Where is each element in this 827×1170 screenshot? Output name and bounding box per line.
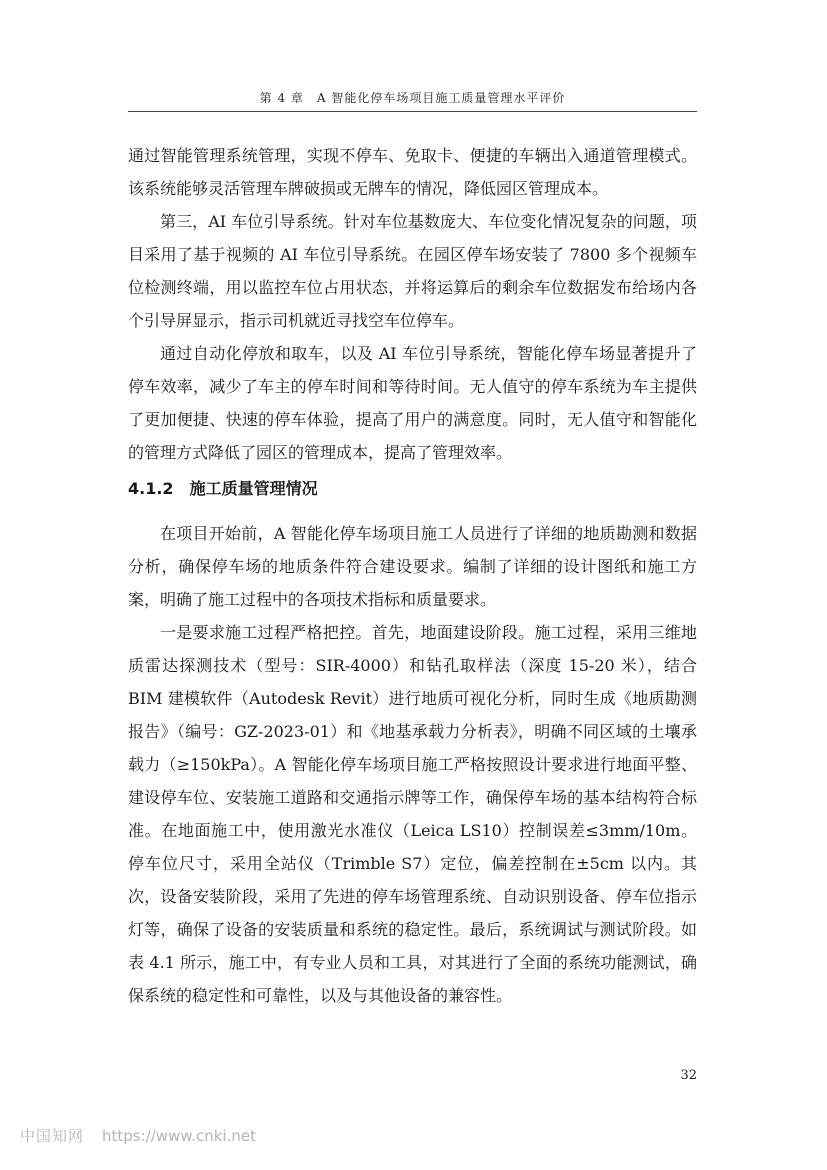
body-paragraph: 一是要求施工过程严格把控。首先，地面建设阶段。施工过程，采用三维地质雷达探测技术（型号：SIR-4000）和钻孔取样法（深度 15-20 米），结合 BIM 建模软件（Autodesk Revit）进行地质可视化分析，同时生成《地质勘测报告》（编号：GZ-2023-01）和《地基承载力分析表》，明确不同区域的土壤承载力（≥150kPa）。A 智能化停车场项目施工严格按照设计要求进行地面平整、建设停车位、安装施工道路和交通指示牌等工作，确保停车场的基本结构符合标准。在地面施工中，使用激光水准仪（Leica LS10）控制误差≤3mm/10m。停车位尺寸，采用全站仪（Trimble S7）定位，偏差控制在±5cm 以内。其次，设备安装阶段，采用了先进的停车场管理系统、自动识别设备、停车位指示灯等，确保了设备的安装质量和系统的稳定性。最后，系统调试与测试阶段。如表 4.1 所示，施工中，有专业人员和工具，对其进行了全面的系统功能测试，确保系统的稳定性和可靠性，以及与其他设备的兼容性。 (128, 623, 697, 1005)
page-number: 32 (680, 1068, 697, 1083)
watermark-url: https://www.cnki.net (102, 1127, 256, 1145)
watermark-site-name: 中国知网 (20, 1127, 85, 1145)
page-body (128, 139, 697, 1012)
header-divider (128, 111, 697, 112)
cnki-watermark (20, 1125, 256, 1146)
section-title: 施工质量管理情况 (189, 479, 318, 498)
body-paragraph: 第三，AI 车位引导系统。针对车位基数庞大、车位变化情况复杂的问题，项目采用了基于视频的 AI 车位引导系统。在园区停车场安装了 7800 多个视频车位检测终端，用以监控车位占用状态，并将运算后的剩余车位数据发布给场内各个引导屏显示，指示司机就近寻找空车位停车。 (128, 212, 697, 330)
body-paragraph: 通过自动化停放和取车，以及 AI 车位引导系统，智能化停车场显著提升了停车效率，减少了车主的停车时间和等待时间。无人值守的停车系统为车主提供了更加便捷、快速的停车体验，提高了用户的满意度。同时，无人值守和智能化的管理方式降低了园区的管理成本，提高了管理效率。 (128, 344, 697, 462)
body-paragraph: 通过智能管理系统管理，实现不停车、免取卡、便捷的车辆出入通道管理模式。该系统能够灵活管理车牌破损或无牌车的情况，降低园区管理成本。 (128, 146, 697, 198)
section-number: 4.1.2 (128, 479, 174, 498)
section-heading (128, 475, 697, 503)
body-paragraph: 在项目开始前，A 智能化停车场项目施工人员进行了详细的地质勘测和数据分析，确保停车场的地质条件符合建设要求。编制了详细的设计图纸和施工方案，明确了施工过程中的各项技术指标和质量要求。 (128, 524, 697, 609)
running-header: 第 4 章 A 智能化停车场项目施工质量管理水平评价 (259, 91, 566, 105)
